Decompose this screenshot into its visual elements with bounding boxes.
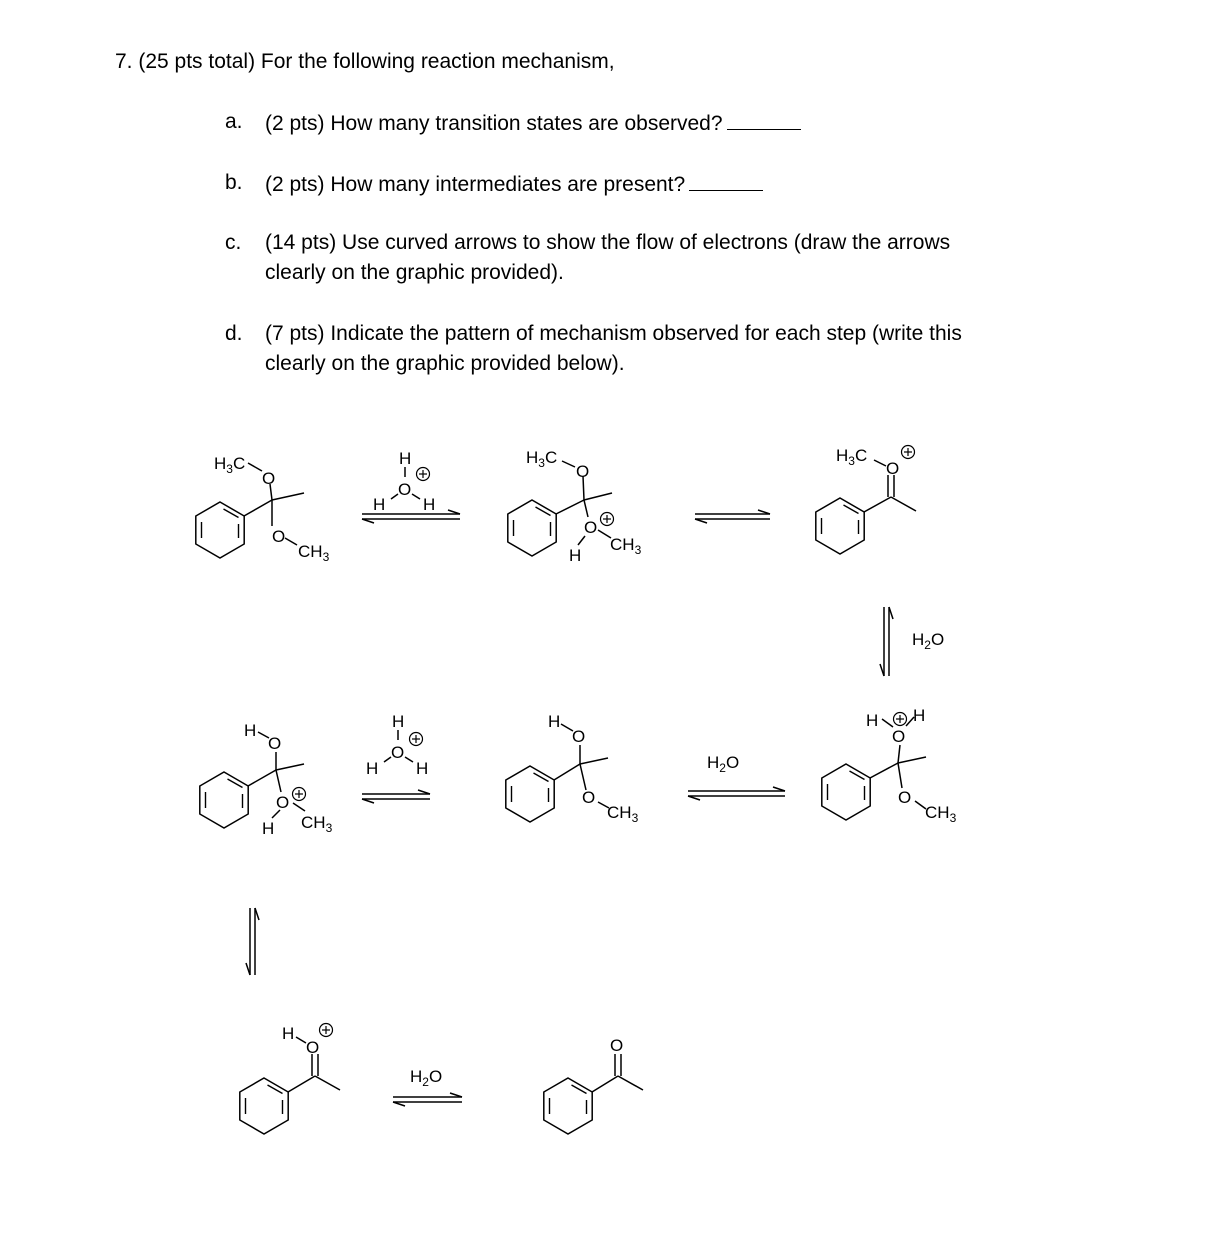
- atom-label-o: O: [306, 1038, 320, 1057]
- atom-label-o: O: [262, 469, 276, 488]
- positive-charge-icon: [320, 1024, 333, 1037]
- atom-label-o: O: [398, 480, 412, 499]
- atom-label-ch3: $CH_3$: [298, 542, 330, 564]
- atom-label-ch3: $CH_3$: [607, 803, 639, 825]
- molecule-oxocarbenium: [816, 460, 916, 554]
- atom-label-h: H: [366, 759, 379, 778]
- positive-charge-icon: [410, 733, 423, 746]
- part-d-letter: d.: [225, 322, 243, 345]
- atom-label-ch3: $CH_3$: [301, 813, 333, 835]
- atom-label-h: H: [244, 721, 257, 740]
- atom-label-h: H: [569, 546, 582, 565]
- atom-label-h: H: [548, 712, 561, 731]
- atom-label-h: H: [392, 712, 405, 731]
- part-b-text: (2 pts) How many intermediates are present?: [265, 173, 686, 196]
- molecule-hemiketal: [506, 724, 609, 822]
- atom-label-o: O: [610, 1036, 624, 1055]
- positive-charge-icon: [417, 468, 430, 481]
- equilibrium-arrow-5: [362, 790, 430, 803]
- atom-label-o: O: [892, 727, 906, 746]
- equilibrium-arrow-6-vertical: [246, 908, 259, 975]
- atom-label-o: O: [572, 727, 586, 746]
- molecule-protonated-acetophenone: [240, 1037, 340, 1134]
- atom-label-o: O: [576, 462, 590, 481]
- part-c-letter: c.: [225, 231, 242, 254]
- equilibrium-arrow-7: [393, 1093, 462, 1106]
- atom-label-h: H: [373, 495, 386, 514]
- positive-charge-icon: [902, 446, 915, 459]
- part-a-text: (2 pts) How many transition states are observed?: [265, 112, 723, 135]
- equilibrium-arrow-4: [688, 787, 785, 800]
- atom-label-o: O: [391, 743, 405, 762]
- part-b-letter: b.: [225, 171, 243, 194]
- molecule-acetophenone: [544, 1054, 643, 1134]
- part-c-text-line1: (14 pts) Use curved arrows to show the flow of electrons (draw the arrows: [265, 231, 951, 254]
- atom-label-ch3: $CH_3$: [610, 535, 642, 557]
- part-c-text-line2: clearly on the graphic provided).: [265, 261, 564, 284]
- positive-charge-icon: [293, 788, 306, 801]
- water-label: $H_2O$: [410, 1067, 443, 1089]
- atom-label-o: O: [276, 793, 290, 812]
- equilibrium-arrow-3-vertical: [880, 607, 893, 676]
- atom-label-o: O: [268, 734, 282, 753]
- molecule-dimethyl-ketal: [196, 463, 304, 558]
- atom-label-h: H: [399, 449, 412, 468]
- atom-label-o: O: [272, 527, 286, 546]
- atom-label-h: H: [866, 711, 879, 730]
- molecule-protonated-methoxy-hemiketal: [200, 732, 305, 828]
- part-a-letter: a.: [225, 110, 243, 133]
- question-title: 7. (25 pts total) For the following reaction mechanism,: [115, 50, 615, 73]
- atom-label-h3c: $H_3C$: [214, 454, 246, 476]
- atom-label-o: O: [886, 459, 900, 478]
- atom-label-h: H: [262, 819, 275, 838]
- water-label: $H_2O$: [707, 753, 740, 775]
- atom-label-h3c: $H_3C$: [836, 446, 868, 468]
- equilibrium-arrow-2: [695, 510, 770, 523]
- part-d-text-line1: (7 pts) Indicate the pattern of mechanism observed for each step (write this: [265, 322, 962, 345]
- atom-label-o: O: [898, 788, 912, 807]
- atom-label-h: H: [913, 706, 926, 725]
- molecule-protonated-ketal: [508, 461, 612, 556]
- atom-label-h3c: $H_3C$: [526, 448, 558, 470]
- atom-label-h: H: [282, 1024, 295, 1043]
- atom-label-o: O: [582, 788, 596, 807]
- positive-charge-icon: [601, 513, 614, 526]
- atom-label-h: H: [416, 759, 429, 778]
- atom-label-ch3: $CH_3$: [925, 803, 957, 825]
- water-label: $H_2O$: [912, 630, 945, 652]
- atom-label-o: O: [584, 518, 598, 537]
- positive-charge-icon: [894, 713, 907, 726]
- atom-label-h: H: [423, 495, 436, 514]
- part-d-text-line2: clearly on the graphic provided below).: [265, 352, 625, 375]
